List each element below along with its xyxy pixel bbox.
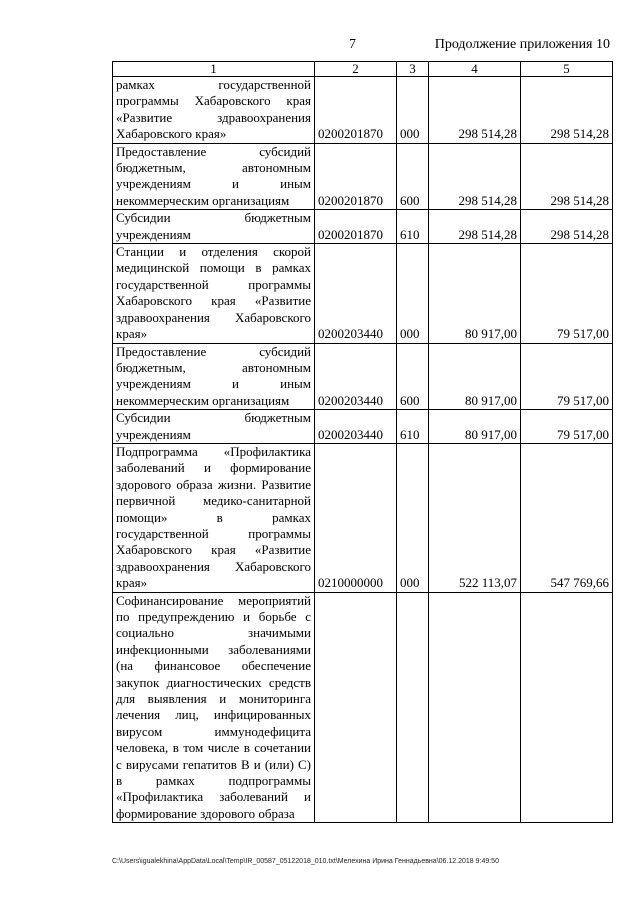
target-article-cell: 0200203440: [315, 410, 397, 444]
continuation-label: Продолжение приложения 10: [434, 37, 610, 52]
row-name-cell: Софинансирование мероприятий по предупреждению и борьбе с социально значимыми инфекционными заболеваниями (на финансовое обеспечение закупок диагностических средств для выявления и мониторинга лечения лиц, инфицированных вирусом иммунодефицита человека, в том числе в сочетании с вирусами гепатитов В и (или) С) в рамках подпрограммы «Профилактика заболеваний и формирование здорового образа: [113, 592, 315, 823]
table-row: [113, 410, 613, 444]
expense-type-cell: [397, 592, 429, 823]
column-header-5: 5: [521, 62, 613, 77]
row-name-cell: Субсидии бюджетным учреждениям: [113, 410, 315, 444]
amount-cell-year2: 547 769,66: [521, 443, 613, 592]
target-article-cell: 0200201870: [315, 210, 397, 244]
table-row: [113, 210, 613, 244]
amount-cell-year1: 522 113,07: [429, 443, 521, 592]
table-row: [113, 143, 613, 210]
column-header-3: 3: [397, 62, 429, 77]
row-name-cell: Предоставление субсидий бюджетным, автономным учреждениям и иным некоммерческим организациям: [113, 343, 315, 410]
expense-type-cell: 000: [397, 244, 429, 343]
table-row: [113, 244, 613, 343]
amount-cell-year2: 298 514,28: [521, 210, 613, 244]
amount-cell-year1: 80 917,00: [429, 343, 521, 410]
footer-file-path: C:\Users\igualekhina\AppData\Local\Temp\IR_00587_05122018_010.txt\Мелехина Ирина Геннадьевна\06.12.2018 9:49:50: [112, 858, 499, 865]
row-name-cell: рамках государственной программы Хабаровского края «Развитие здравоохранения Хабаровского края»: [113, 77, 315, 144]
row-name-cell: Предоставление субсидий бюджетным, автономным учреждениям и иным некоммерческим организациям: [113, 143, 315, 210]
amount-cell-year2: [521, 592, 613, 823]
table-header: [113, 62, 613, 77]
amount-cell-year1: 80 917,00: [429, 410, 521, 444]
header-row: [113, 62, 613, 77]
amount-cell-year2: 298 514,28: [521, 77, 613, 144]
target-article-cell: 0200203440: [315, 244, 397, 343]
target-article-cell: 0200201870: [315, 77, 397, 144]
amount-cell-year2: 79 517,00: [521, 410, 613, 444]
target-article-cell: 0210000000: [315, 443, 397, 592]
target-article-cell: 0200201870: [315, 143, 397, 210]
amount-cell-year2: 79 517,00: [521, 343, 613, 410]
amount-cell-year1: 298 514,28: [429, 77, 521, 144]
row-name-cell: Субсидии бюджетным учреждениям: [113, 210, 315, 244]
row-name-cell: Подпрограмма «Профилактика заболеваний и формирование здорового образа жизни. Развитие первичной медико-санитарной помощи» в рамках государственной программы Хабаровского края «Развитие здравоохранения Хабаровского края»: [113, 443, 315, 592]
amount-cell-year2: 79 517,00: [521, 244, 613, 343]
table-row: [113, 592, 613, 823]
expense-type-cell: 610: [397, 210, 429, 244]
table-row: [113, 77, 613, 144]
target-article-cell: [315, 592, 397, 823]
amount-cell-year1: [429, 592, 521, 823]
amount-cell-year1: 80 917,00: [429, 244, 521, 343]
expense-type-cell: 000: [397, 77, 429, 144]
column-header-2: 2: [315, 62, 397, 77]
row-name-cell: Станции и отделения скорой медицинской помощи в рамках государственной программы Хабаровского края «Развитие здравоохранения Хабаровского края»: [113, 244, 315, 343]
column-header-1: 1: [113, 62, 315, 77]
amount-cell-year2: 298 514,28: [521, 143, 613, 210]
page-number: 7: [349, 37, 356, 52]
expense-type-cell: 600: [397, 143, 429, 210]
column-header-4: 4: [429, 62, 521, 77]
table-body: [113, 77, 613, 823]
expense-type-cell: 600: [397, 343, 429, 410]
expense-type-cell: 000: [397, 443, 429, 592]
amount-cell-year1: 298 514,28: [429, 210, 521, 244]
expense-type-cell: 610: [397, 410, 429, 444]
table-row: [113, 343, 613, 410]
amount-cell-year1: 298 514,28: [429, 143, 521, 210]
budget-table: [112, 61, 613, 823]
target-article-cell: 0200203440: [315, 343, 397, 410]
table-row: [113, 443, 613, 592]
